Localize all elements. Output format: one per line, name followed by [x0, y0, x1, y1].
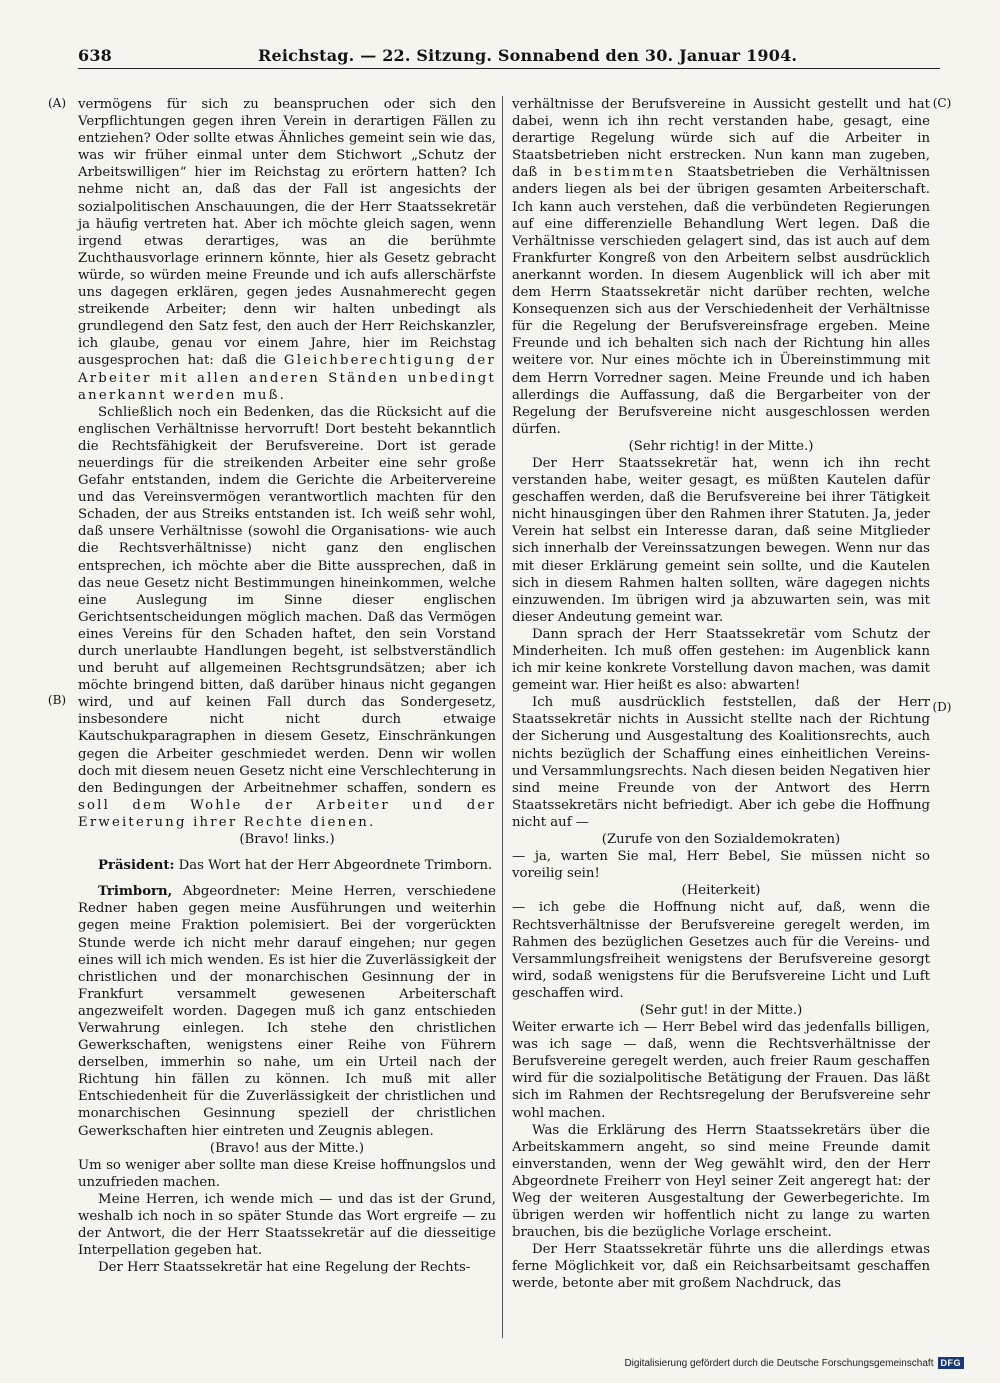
footer-text: Digitalisierung gefördert durch die Deutsche Forschungsgemeinschaft [624, 1357, 934, 1369]
paragraph: Weiter erwarte ich — Herr Bebel wird das jedenfalls billigen, was ich sage — daß, wenn die Rechtsverhältnisse der Berufsvereine geregelt werden, auch freier Raum geschaffen wird für die sozialpolitische Betätigung der Frauen. Das läßt sich im Rahmen der Rechtsregelung der Berufsvereine sehr wohl machen. [512, 1020, 930, 1121]
trimborn-paragraph: Trimborn, Abgeordneter: Meine Herren, verschiedene Redner haben gegen meine Ausführungen und weiterhin gegen meine Fraktion polemisiert. Bei der vorgerückten Stunde werde ich nicht mehr darauf eingehen; nur gegen eines will ich mich wenden. Es ist hier die Zuverlässigkeit der christlichen und der monarchischen Gesinnung der in Frankfurt versammelt gewesenen Arbeiterschaft angezweifelt worden. Dagegen muß ich ganz entschieden Verwahrung einlegen. Ich stehe den christlichen Gewerkschaften, wenigstens einer Reihe von Führern derselben, immerhin so nahe, um ein Urteil nach der Richtung hin fällen zu können. Ich muß mit aller Entschiedenheit für die Zuverlässigkeit der christlichen und monarchischen Gesinnung speziell der christlichen Gewerkschaften hier eintreten und Zeugnis ablegen. [78, 884, 496, 1139]
paragraph: Dann sprach der Herr Staatssekretär vom Schutz der Minderheiten. Ich muß offen gestehen: im Augenblick kann ich mir keine konkrete Vorstellung davon machen, was damit gemeint war. Hier heißt es also: abwarten! [512, 626, 930, 694]
right-column [512, 96, 930, 1293]
margin-marker-c: (C) [932, 96, 952, 110]
reaction: (Sehr richtig! in der Mitte.) [628, 438, 814, 454]
paragraph: Der Herr Staatssekretär hat, wenn ich ihn recht verstanden habe, weiter gesagt, es müßten Kautelen dafür geschaffen werden, daß die Berufsvereine bei ihrer Tätigkeit nicht hinausgingen über den Rahmen ihrer Statuten. Ja, jeder Verein hat selbst ein Interesse daran, daß seine Mitglieder sich innerhalb der Vereinssatzungen bewegen. Wenn nur das mit dieser Erklärung gemeint sein sollte, und die Kautelen sich in diesem Rahmen halten sollten, wäre dagegen nichts einzuwenden. Im übrigen wird ja abzuwarten sein, was mit dieser Andeutung gemeint war. [512, 455, 930, 625]
footer-note [624, 1357, 964, 1369]
reaction: (Bravo! aus der Mitte.) [209, 1140, 365, 1156]
column-rule [502, 96, 503, 1338]
paragraph: Was die Erklärung des Herrn Staatssekretärs über die Arbeitskammern angeht, so sind meine Freunde damit einverstanden, wenn der Weg gewählt wird, den der Herr Abgeordnete Freiherr von Heyl seiner Zeit angeregt hat: der Weg der weiteren Ausgestaltung der Gewerbegerichte. Im übrigen werden wir hoffentlich nicht zu lange zu warten brauchen, bis die bezügliche Vorlage erscheint. [512, 1122, 930, 1241]
paragraph: Ich muß ausdrücklich feststellen, daß der Herr Staatssekretär nichts in Aussicht stellte nach der Richtung der Sicherung und Ausgestaltung des Koalitionsrechts, auch nichts bezüglich der Schaffung eines einheitlichen Vereins- und Versammlungsrechts. Nach diesen beiden Negativen hier sind meine Freunde von der Antwort des Herrn Staatssekretärs nicht befriedigt. Aber ich gebe die Hoffnung nicht auf — [512, 695, 930, 830]
speaker-name: Präsident: [98, 858, 175, 874]
paragraph: verhältnisse der Berufsvereine in Aussicht gestellt und hat dabei, wenn ich ihn recht verstanden habe, gesagt, eine derartige Regelung würde sich auf die Arbeiter in Staatsbetrieben nicht erstrecken. Nun kann man zugeben, daß in bestimmten Staatsbetrieben die Verhältnissen anders liegen als bei der übrigen gesamten Arbeiterschaft. Ich kann auch verstehen, daß die verbündeten Regierungen auf eine differenzielle Behandlung Wert legen. Daß die Verhältnisse verschieden gelagert sind, das ist auch auf dem Frankfurter Kongreß von den Arbeitern selbst ausdrücklich anerkannt worden. In diesem Augenblick will ich aber mit dem Herrn Staatssekretär nicht darüber rechten, welche Konsequenzen sich aus der Verschiedenheit der Verhältnisse für die Regelung der Berufsvereinsfrage ergeben. Meine Freunde und ich behalten sich nach der Richtung hin alles weitere vor. Nur eines möchte ich in Übereinstimmung mit dem Herrn Vorredner sagen. Meine Freunde und ich haben allerdings die Auffassung, daß die Bergarbeiter von der Regelung der Berufsvereine nicht ausgeschlossen werden dürfen. [512, 97, 931, 437]
page-number: 638 [78, 46, 112, 65]
margin-marker-a: (A) [47, 96, 67, 110]
paragraph: Der Herr Staatssekretär hat eine Regelung der Rechts- [98, 1260, 471, 1276]
margin-marker-b: (B) [47, 693, 67, 707]
paragraph: vermögens für sich zu beanspruchen oder sich den Verpflichtungen gegen ihren Verein in derartigen Fällen zu entziehen? Oder sollte etwas Ähnliches gemeint sein wie das, was wir früher einmal unter dem Stichwort „Schutz der Arbeitswilligen“ hier im Reichstag zu erörtern hatten? Ich nehme nicht an, daß das der Fall ist angesichts der sozialpolitischen Anschauungen, die der Herr Staatssekretär ja häufig vertreten hat. Aber ich möchte gleich sagen, wenn irgend etwas derartiges, was an die berühmte Zuchthausvorlage erinnern könnte, hier als Gesetz gebracht würde, so würden meine Freunde und ich aufs allerschärfste uns dagegen erklären, gegen jedes Ausnahmerecht gegen streikende Arbeiter; denn wir halten unbedingt als grundlegend den Satz fest, den auch der Herr Reichskanzler, ich glaube, genau vor einem Jahre, hier im Reichstag ausgesprochen hat: daß die Gleichberechtigung der Arbeiter mit allen anderen Ständen unbedingt anerkannt werden muß. [78, 97, 496, 403]
reaction: (Heiterkeit) [681, 883, 761, 899]
paragraph: — ich gebe die Hoffnung nicht auf, daß, wenn die Rechtsverhältnisse der Berufsvereine geregelt werden, im Rahmen des bezüglichen Gesetzes auch für die Vereins- und Versammlungsfreiheit wenigstens der Berufsvereine gesorgt wird, sodaß wenigstens für die Berufsvereine Licht und Luft geschaffen wird. [512, 900, 930, 1001]
running-head: Reichstag. — 22. Sitzung. Sonnabend den 30. Januar 1904. [258, 46, 798, 65]
speaker-name: Trimborn, [98, 884, 173, 900]
left-column [78, 96, 496, 1276]
paragraph: Schließlich noch ein Bedenken, das die Rücksicht auf die englischen Verhältnisse hervorruft! Dort besteht bekanntlich die Rechtsfähigkeit der Berufsvereine. Dort ist gerade neuerdings für die streikenden Arbeiter eine sehr große Gefahr entstanden, indem die Gerichte die Arbeitervereine und das Vereinsvermögen verantwortlich machten für den Schaden, der aus Streiks entstanden ist. Ich weiß sehr wohl, daß unsere Verhältnisse (sowohl die Organisations- wie auch die Rechtsverhältnisse) nicht ganz den englischen entsprechen, ich möchte aber die Bitte aussprechen, daß in das neue Gesetz nicht Bestimmungen hineinkommen, welche eine Auslegung im Sinne dieser englischen Gerichtsentscheidungen möglich machen. Daß das Vermögen eines Vereins für den Schaden haftet, den sein Vorstand durch unerlaubte Handlungen begeht, ist selbstverständlich und beruht auf allgemeinen Rechtsgrundsätzen; aber ich möchte bringend bitten, daß darüber hinaus nicht gegangen wird, und auf keinen Fall durch das Sondergesetz, insbesondere nicht nicht durch etwaige Kautschukparagraphen in diesem Gesetz, Einschränkungen gegen die Arbeiter geschmiedet werden. Denn wir wollen doch mit diesem neuen Gesetz nicht eine Verschlechterung in den Bedingungen der Arbeitnehmer schaffen, sondern es soll dem Wohle der Arbeiter und der Erweiterung ihrer Rechte dienen. [78, 404, 496, 830]
dfg-logo: DFG [938, 1357, 965, 1369]
page-header [78, 44, 940, 69]
margin-marker-d: (D) [932, 700, 952, 714]
paragraph: — ja, warten Sie mal, Herr Bebel, Sie müssen nicht so voreilig sein! [512, 849, 930, 882]
reaction: (Zurufe von den Sozialdemokraten) [601, 832, 841, 848]
reaction: (Bravo! links.) [239, 832, 335, 848]
reaction: (Sehr gut! in der Mitte.) [639, 1002, 803, 1018]
paragraph: Um so weniger aber sollte man diese Kreise hoffnungslos und unzufrieden machen. [78, 1157, 496, 1190]
president-paragraph: Präsident: Das Wort hat der Herr Abgeordnete Trimborn. [98, 858, 493, 874]
paragraph: Der Herr Staatssekretär führte uns die allerdings etwas ferne Möglichkeit vor, daß ein Reichsarbeitsamt geschaffen werde, betonte aber mit großem Nachdruck, das [512, 1242, 930, 1292]
paragraph: Meine Herren, ich wende mich — und das ist der Grund, weshalb ich noch in so später Stunde das Wort ergreife — zu der Antwort, die der Herr Staatssekretär auf die diesseitige Interpellation gegeben hat. [78, 1191, 496, 1259]
